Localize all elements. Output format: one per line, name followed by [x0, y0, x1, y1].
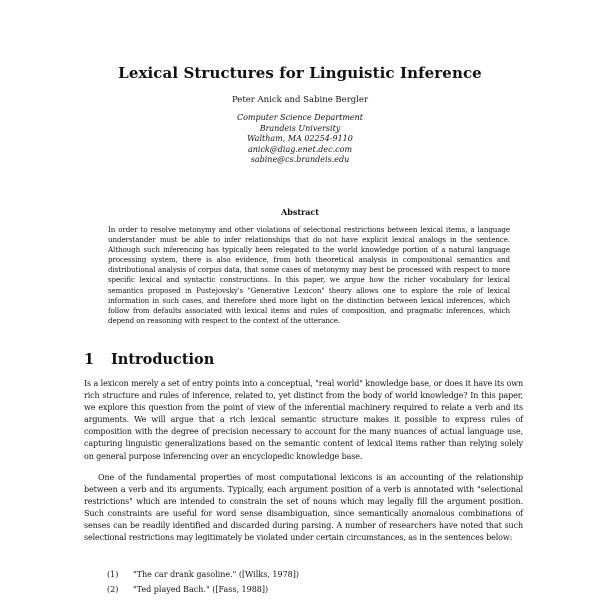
affiliation-university: Brandeis University: [259, 123, 341, 133]
intro-paragraph-2: One of the fundamental properties of most computational lexicons is an accounting of the relationship between a verb and its arguments. Typically, each argument position of a verb is annotated with "selectional restrictions" which are intended to constrain the set of nouns which may legally fill the argument position. Such constraints are useful for word sense disambiguation, since semantically anomalous combinations of senses can be readily identified and discarded during parsing. A number of researchers have noted that such selectional restrictions may legitimately be violated under certain circumstances, as in the sentences below:: [84, 473, 523, 543]
intro-paragraph-1: Is a lexicon merely a set of entry points into a conceptual, "real world" knowledge base, or does it have its own rich structure and rules of inference, related to, yet distinct from the body of world knowledge? In this paper, we explore this question from the point of view of the inferential machinery required to relate a verb and its arguments. We will argue that a rich lexical semantic structure makes it possible to express rules of composition with the degree of precision necessary to account for the many nuances of actual language use, capturing linguistic generalizations based on the semantic content of lexical items rather than relying solely on general purpose inferencing over an encyclopedic knowledge base.: [84, 379, 523, 461]
author-affiliation: [0, 113, 600, 166]
example-number-2: (2): [107, 585, 119, 594]
affiliation-address: Waltham, MA 02254-9110: [247, 134, 353, 143]
section-number: 1: [84, 351, 95, 368]
affiliation-email-2: sabine@cs.brandeis.edu: [250, 155, 350, 164]
paper-title: Lexical Structures for Linguistic Inference: [118, 64, 482, 82]
abstract-heading: Abstract: [281, 207, 319, 217]
section-title: Introduction: [111, 351, 215, 368]
example-number-1: (1): [107, 570, 119, 579]
affiliation-department: Computer Science Department: [236, 113, 364, 122]
affiliation-email-1: anick@diag.enet.dec.com: [247, 144, 353, 154]
example-sentence-1: [107, 570, 299, 579]
example-text-2: "Ted played Bach." ([Fass, 1988]): [133, 585, 269, 594]
example-text-1: "The car drank gasoline." ([Wilks, 1978]): [133, 570, 299, 579]
example-sentence-2: [107, 585, 268, 594]
abstract-text: In order to resolve metonymy and other violations of selectional restrictions between lexical items, a language understander must be able to infer relationships that do not have explicit lexical analogs in the sentence. Although such inferencing has typically been relegated to the world knowledge portion of a natural language processing system, there is also evidence, from both theoretical analysis in compositional semantics and distributional analysis of corpus data, that some cases of metonymy may best be processed with respect to more specific lexical and syntactic constructions. In this paper, we argue how the richer vocabulary for lexical semantics proposed in Pustejovsky's "Generative Lexicon" theory allows one to explore the role of lexical information in such cases, and therefore shed more light on the distinction between lexical inferences, which follow from defaults associated with lexical items and rules of composition, and pragmatic inferences, which depend on reasoning with respect to the context of the utterance.: [108, 225, 510, 325]
paper-authors: Peter Anick and Sabine Bergler: [231, 95, 369, 105]
